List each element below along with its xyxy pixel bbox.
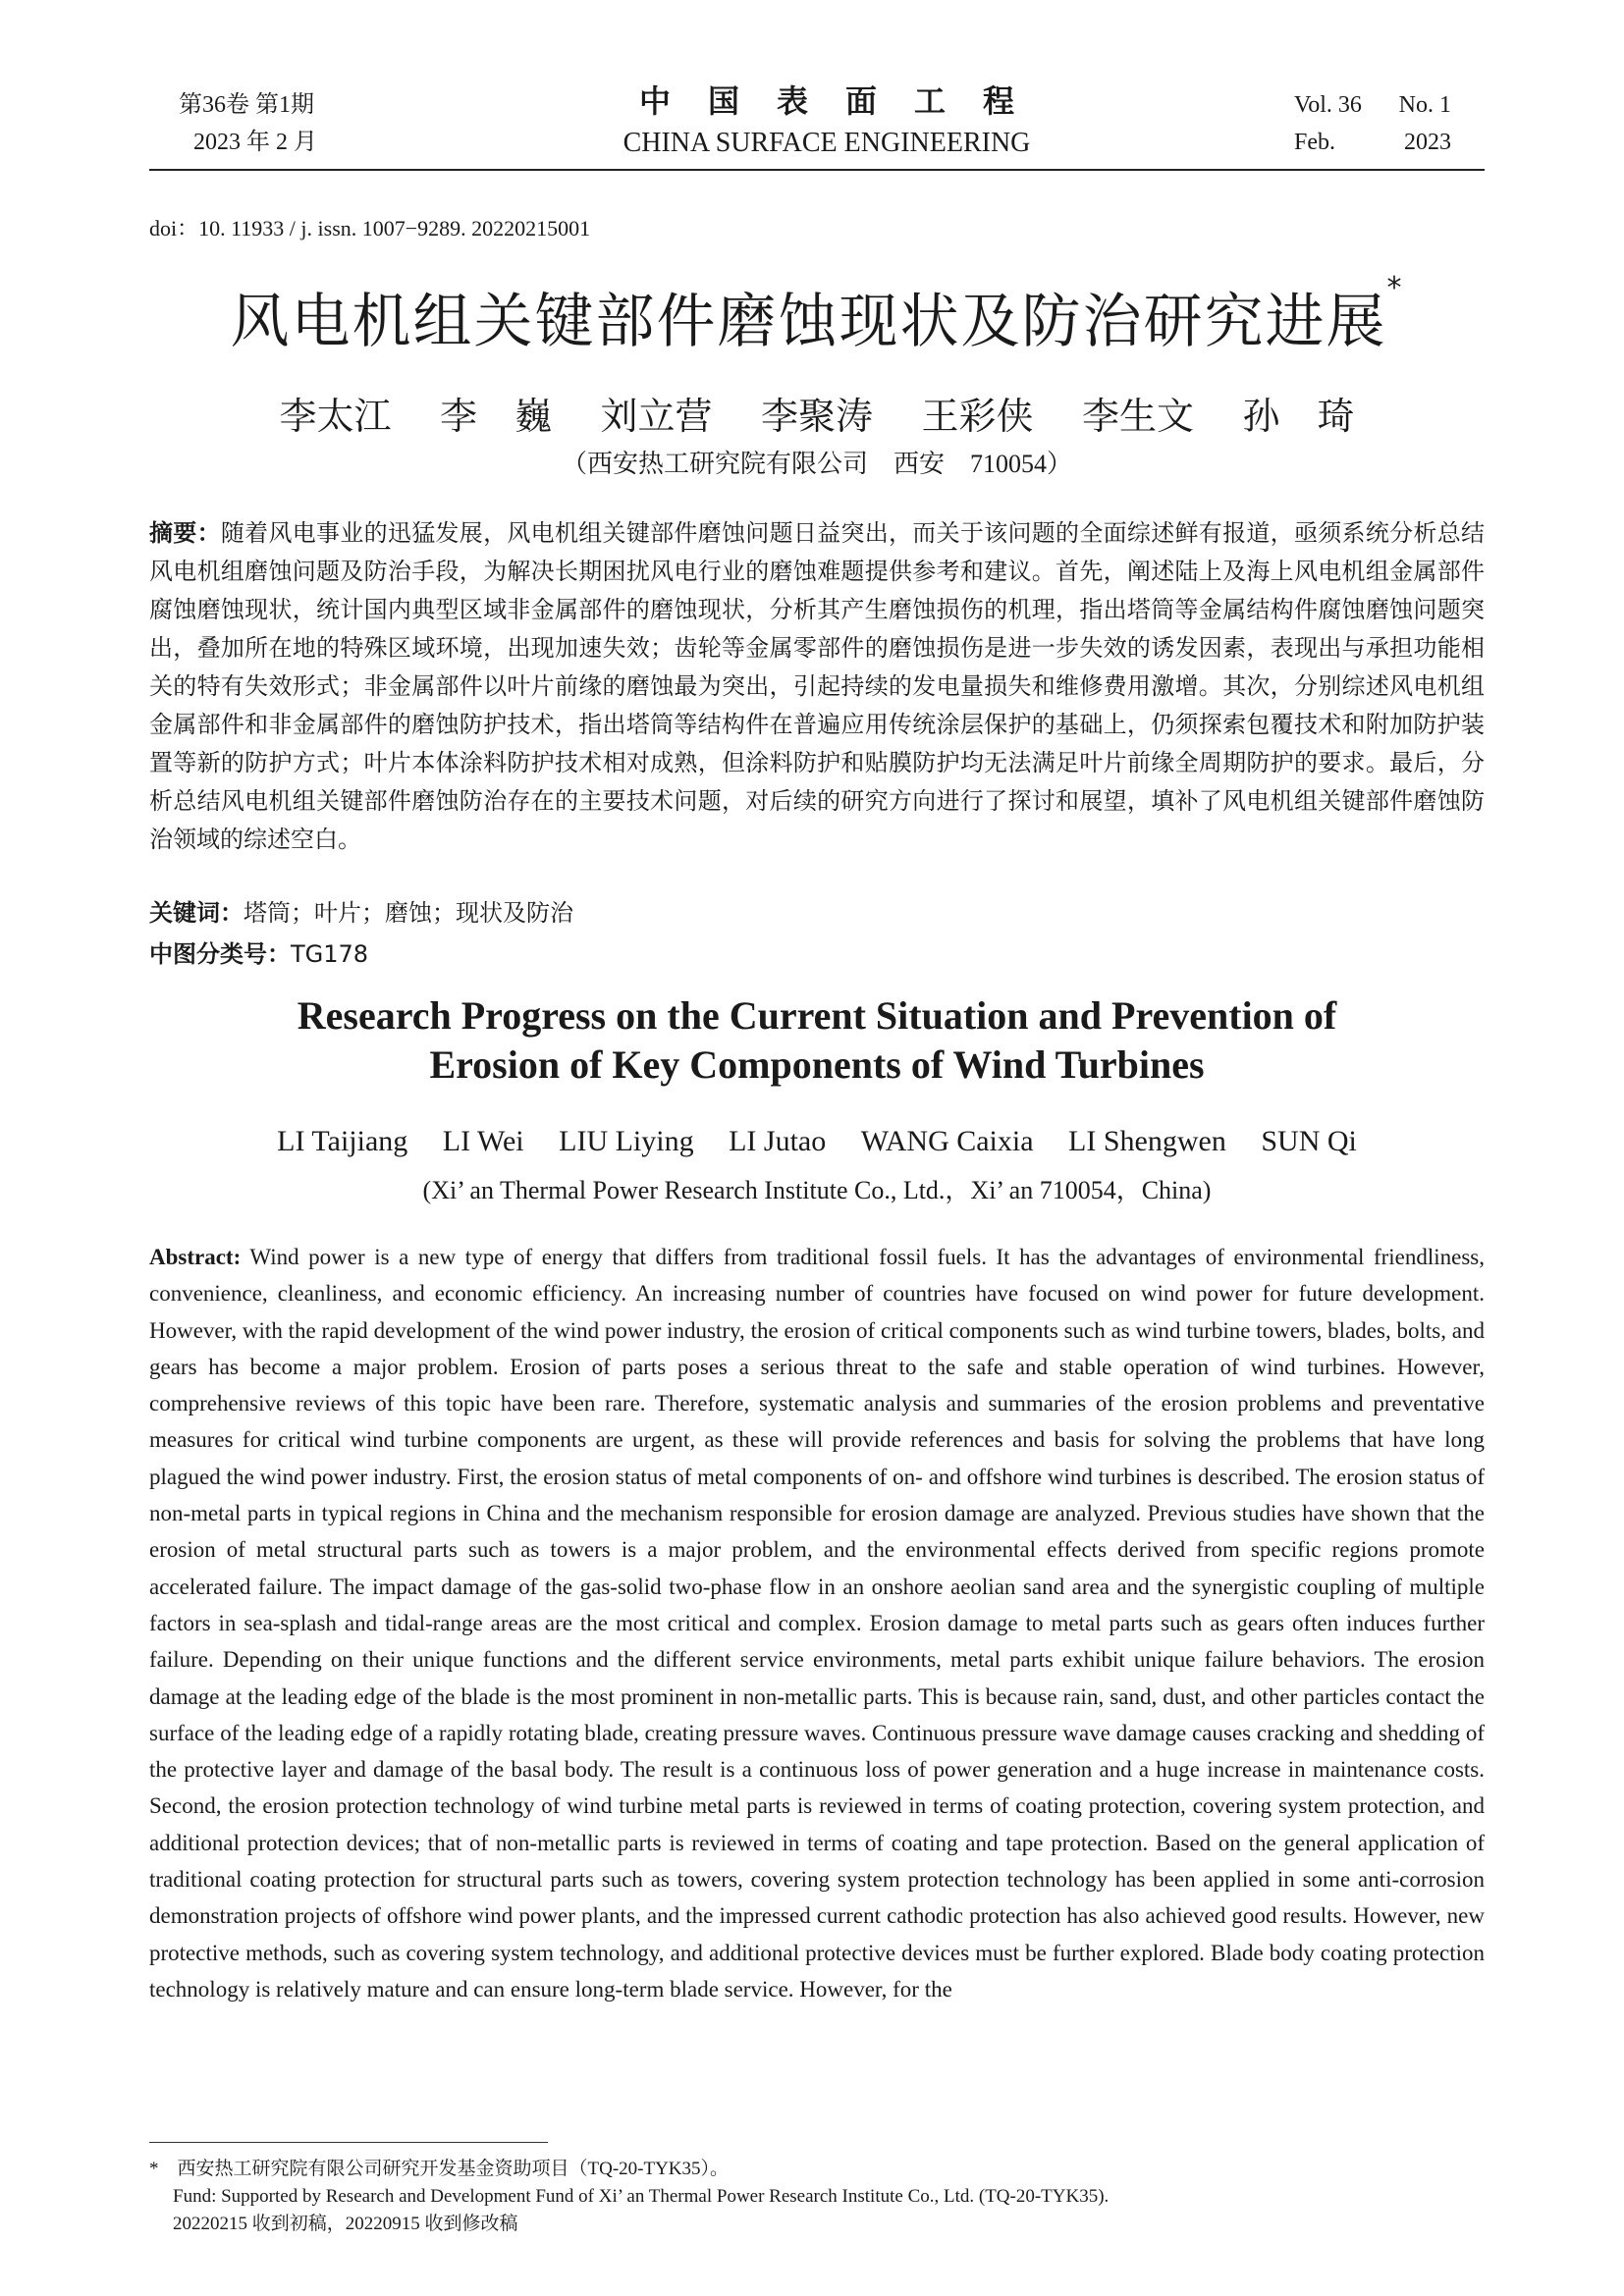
author-en: WANG Caixia — [860, 1125, 1034, 1157]
author-en: LIU Liying — [559, 1125, 694, 1157]
abstract-cn-label: 摘要： — [149, 519, 221, 547]
keywords-cn-label: 关键词： — [149, 899, 244, 927]
author-en: LI Shengwen — [1068, 1125, 1226, 1157]
title-en-line: Research Progress on the Current Situation and Prevention of — [297, 993, 1337, 1038]
abstract-cn — [149, 514, 1485, 859]
affiliation-cn: （西安热工研究院有限公司 西安 710054） — [561, 450, 1072, 478]
volume-en: Vol. 36 — [1294, 92, 1362, 118]
author-en: LI Jutao — [729, 1125, 827, 1157]
abstract-en — [149, 1239, 1485, 2007]
journal-masthead — [530, 79, 1123, 163]
author-cn: 孙 琦 — [1242, 397, 1355, 438]
author-cn: 李聚涛 — [760, 397, 873, 438]
clc-number — [149, 934, 368, 969]
issue-en: No. 1 — [1398, 92, 1451, 118]
keywords-cn-text: 塔筒；叶片；磨蚀；现状及防治 — [244, 899, 573, 927]
footnote-received: 20220215 收到初稿，20220915 收到修改稿 — [173, 2214, 518, 2234]
title-en-line: Erosion of Key Components of Wind Turbines — [429, 1042, 1205, 1087]
date-cn: 2023 年 2 月 — [193, 130, 317, 155]
journal-name-cn: 中国表面工程 — [638, 82, 1052, 120]
author-en: LI Taijiang — [277, 1125, 408, 1157]
author-cn: 刘立营 — [600, 397, 713, 438]
clc-label: 中图分类号： — [149, 940, 291, 968]
title-cn — [149, 271, 1485, 359]
title-cn-text: 风电机组关键部件磨蚀现状及防治研究进展 — [230, 288, 1387, 356]
author-cn: 李生文 — [1082, 397, 1195, 438]
footnote-fund-en: Fund: Supported by Research and Development Fund of Xi’ an Thermal Power Research Institute Co., Ltd. (TQ-20-TYK35). — [173, 2186, 1110, 2207]
header-rule — [149, 169, 1485, 171]
journal-volume-cn — [179, 86, 317, 161]
author-en: SUN Qi — [1261, 1125, 1357, 1157]
abstract-en-label: Abstract: — [149, 1245, 242, 1269]
abstract-en-text: Wind power is a new type of energy that differs from traditional fossil fuels. It has the advantages of environmental friendliness, convenience, cleanliness, and economic efficiency. An increasing number of countries have focused on wind power for future development. However, with the rapid development of the wind power industry, the erosion of critical components such as wind turbine towers, blades, bolts, and gears has become a major problem. Erosion of parts poses a serious threat to the safe and stable operation of wind turbines. However, comprehensive reviews of this topic have been rare. Therefore, systematic analysis and summaries of the erosion problems and preventative measures for critical wind turbine components are urgent, as these will provide references and basis for solving the problems that have long plagued the wind power industry. First, the erosion status of metal components of on- and offshore wind turbines is described. The erosion status of non-metal parts in typical regions in China and the mechanism responsible for erosion damage are analyzed. Previous studies have shown that the erosion of metal structural parts such as towers is a major problem, and the environmental effects derived from specific regions promote accelerated failure. The impact damage of the gas-solid two-phase flow in an onshore aeolian sand area and the synergistic coupling of multiple factors in sea-splash and tidal-range areas are the most critical and complex. Erosion damage to metal parts such as gears often induces further failure. Depending on their unique functions and the different service environments, metal parts exhibit unique failure behaviors. The erosion damage at the leading edge of the blade is the most prominent in non-metallic parts. This is because rain, sand, dust, and other particles contact the surface of the leading edge of a rapidly rotating blade, creating pressure waves. Continuous pressure wave damage causes cracking and shedding of the protective layer and damage of the basal body. The result is a continuous loss of power generation and a huge increase in maintenance costs. Second, the erosion protection technology of wind turbine metal parts is reviewed in terms of coating protection, covering system protection, and additional protection devices; that of non-metallic parts is reviewed in terms of coating and tape protection. Based on the general application of traditional coating protection for structural parts such as towers, covering system protection technology has been applied in some anti-corrosion demonstration projects of offshore wind power plants, and the impressed current cathodic protection has also achieved good results. However, new protective methods, such as covering system technology, and additional protective devices must be further explored. Blade body coating protection technology is relatively mature and can ensure long-term blade service. However, for the — [149, 1245, 1485, 2002]
title-footnote-mark: * — [1386, 271, 1404, 305]
author-cn: 王彩侠 — [921, 397, 1034, 438]
author-cn: 李 巍 — [439, 397, 552, 438]
journal-volume-en — [1294, 86, 1451, 161]
volume-issue-cn: 第36卷 第1期 — [179, 92, 314, 118]
clc-text: TG178 — [291, 940, 369, 968]
doi[interactable]: doi：10. 11933 / j. issn. 1007−9289. 20220215001 — [149, 216, 591, 240]
footnote-rule — [149, 2142, 548, 2143]
footnote — [149, 2156, 1109, 2238]
authors-cn — [149, 386, 1485, 440]
month-en: Feb. — [1294, 130, 1335, 155]
authors-en — [149, 1125, 1485, 1158]
author-cn: 李太江 — [279, 397, 392, 438]
title-en — [149, 991, 1485, 1090]
footnote-fund-cn: * 西安热工研究院有限公司研究开发基金资助项目（TQ-20-TYK35）。 — [149, 2159, 730, 2179]
author-en: LI Wei — [442, 1125, 524, 1157]
year-en: 2023 — [1404, 130, 1451, 155]
abstract-cn-text: 随着风电事业的迅猛发展，风电机组关键部件磨蚀问题日益突出，而关于该问题的全面综述鲜有报道，亟须系统分析总结风电机组磨蚀问题及防治手段，为解决长期困扰风电行业的磨蚀难题提供参考和建议。首先，阐述陆上及海上风电机组金属部件腐蚀磨蚀现状，统计国内典型区域非金属部件的磨蚀现状，分析其产生磨蚀损伤的机理，指出塔筒等金属结构件腐蚀磨蚀问题突出，叠加所在地的特殊区域环境，出现加速失效；齿轮等金属零部件的磨蚀损伤是进一步失效的诱发因素，表现出与承担功能相关的特有失效形式；非金属部件以叶片前缘的磨蚀最为突出，引起持续的发电量损失和维修费用激增。其次，分别综述风电机组金属部件和非金属部件的磨蚀防护技术，指出塔筒等结构件在普遍应用传统涂层保护的基础上，仍须探索包覆技术和附加防护装置等新的防护方式；叶片本体涂料防护技术相对成熟，但涂料防护和贴膜防护均无法满足叶片前缘全周期防护的要求。最后，分析总结风电机组关键部件磨蚀防治存在的主要技术问题，对后续的研究方向进行了探讨和展望，填补了风电机组关键部件磨蚀防治领域的综述空白。 — [149, 519, 1485, 853]
keywords-cn — [149, 893, 573, 928]
affiliation-en: (Xi’ an Thermal Power Research Institute Co., Ltd.，Xi’ an 710054，China) — [422, 1176, 1212, 1204]
journal-name-en: CHINA SURFACE ENGINEERING — [623, 128, 1031, 158]
